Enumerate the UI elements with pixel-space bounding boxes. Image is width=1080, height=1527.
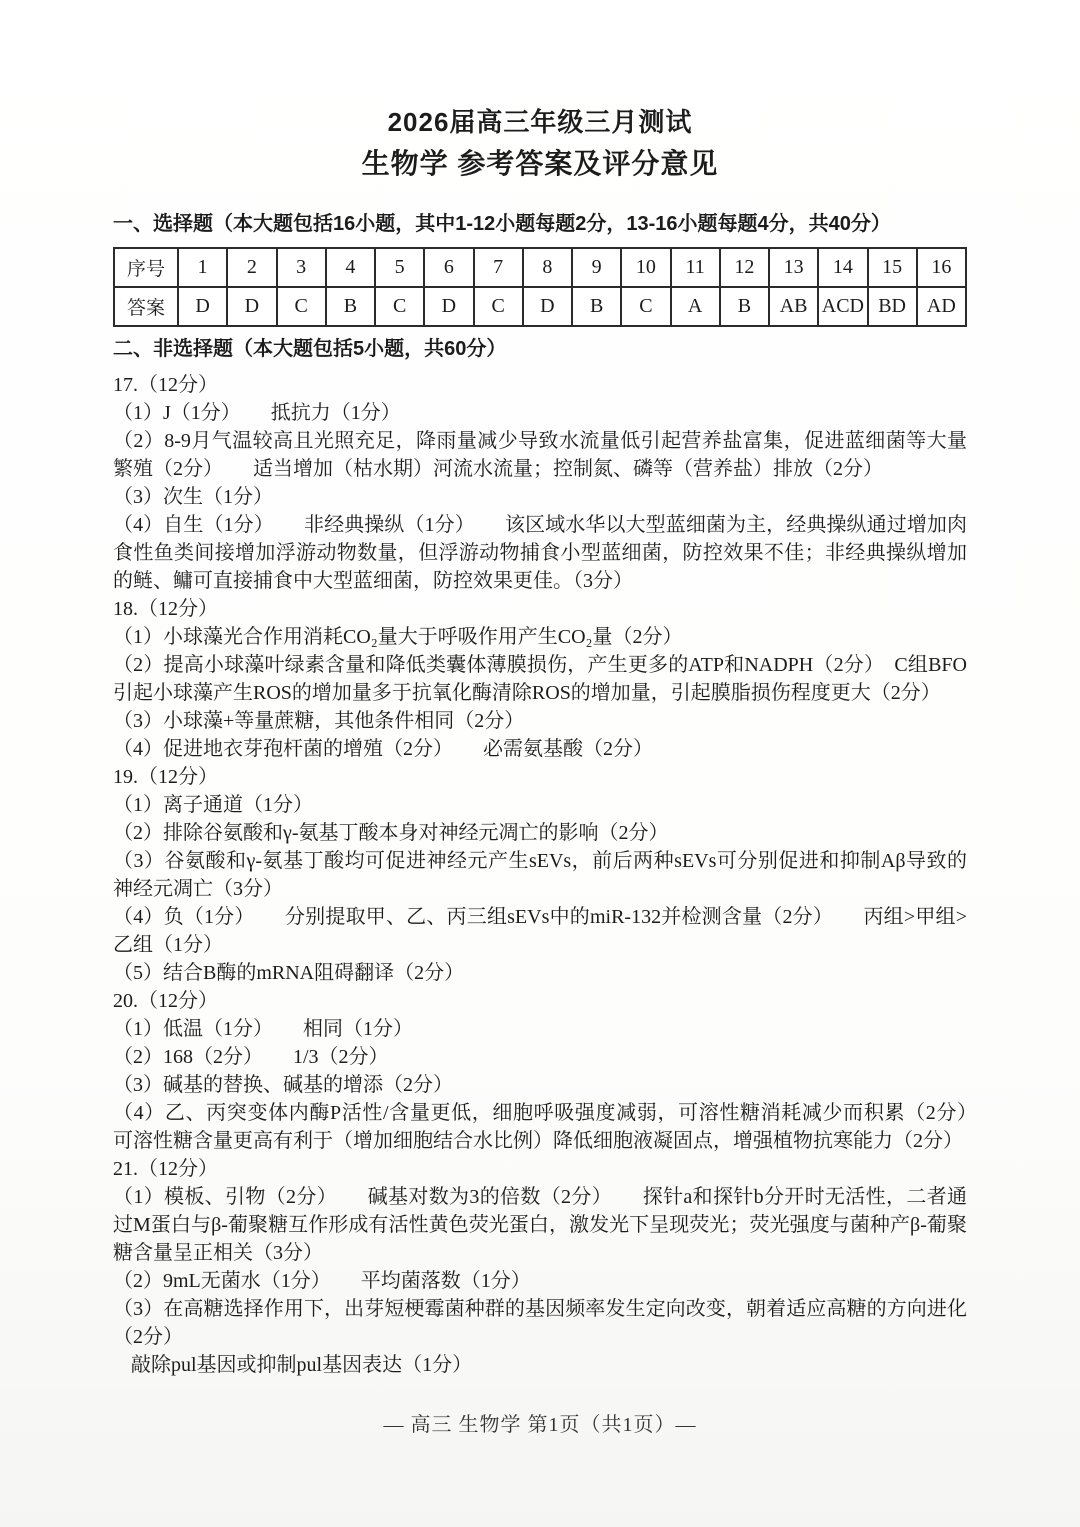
question-number: 17.（12分） [113, 374, 218, 396]
answer-cell: D [178, 287, 227, 326]
answer-cell: D [227, 287, 276, 326]
answer-table [113, 247, 967, 327]
answer-cell: C [474, 287, 523, 326]
question-number-cell: 7 [474, 248, 523, 287]
answer-cell: C [277, 287, 326, 326]
question-number-cell: 6 [424, 248, 473, 287]
question-number-cell: 2 [227, 248, 276, 287]
answer-item: （1）小球藻光合作用消耗CO₂量大于呼吸作用产生CO₂量（2分） [113, 626, 683, 648]
answer-item: （1）离子通道（1分） [113, 794, 313, 816]
answer-item: （3）小球藻+等量蔗糖，其他条件相同（2分） [113, 710, 525, 732]
question-number: 18.（12分） [113, 598, 218, 620]
question-number-cell: 12 [720, 248, 769, 287]
page-footer: — 高三 生物学 第1页（共1页）— [383, 1414, 697, 1436]
section2-heading: 二、非选择题（本大题包括5小题，共60分） [113, 338, 507, 360]
answer-table-number-row [114, 248, 966, 287]
question-number-cell: 8 [523, 248, 572, 287]
question-number-cell: 5 [375, 248, 424, 287]
question-number: 20.（12分） [113, 990, 218, 1012]
answer-cell: B [326, 287, 375, 326]
answer-cell: D [424, 287, 473, 326]
answer-cell: C [375, 287, 424, 326]
question-number-cell: 10 [621, 248, 670, 287]
answer-cell: ACD [818, 287, 867, 326]
answer-item: （1）低温（1分） 相同（1分） [113, 1018, 413, 1040]
answer-item: （2）提高小球藻叶绿素含量和降低类囊体薄膜损伤，产生更多的ATP和NADPH（2分） C组BFO引起小球藻产生ROS的增加量多于抗氧化酶清除ROS的增加量，引起膜脂损伤程度更大（2分） [113, 654, 967, 704]
question-number-cell: 14 [818, 248, 867, 287]
page-content [113, 103, 1007, 1379]
question-block [113, 763, 967, 987]
question-number: 21.（12分） [113, 1158, 218, 1180]
question-number-cell: 1 [178, 248, 227, 287]
answer-item: （4）自生（1分） 非经典操纵（1分） 该区域水华以大型蓝细菌为主，经典操纵通过增加肉食性鱼类间接增加浮游动物数量，但浮游动物捕食小型蓝细菌，防控效果不佳；非经典操纵增加的鲢、鳙可直接捕食中大型蓝细菌，防控效果更佳。（3分） [113, 514, 967, 592]
answer-cell: C [621, 287, 670, 326]
answer-item: （2）8-9月气温较高且光照充足，降雨量减少导致水流量低引起营养盐富集，促进蓝细菌等大量繁殖（2分） 适当增加（枯水期）河流水流量；控制氮、磷等（营养盐）排放（2分） [113, 430, 967, 480]
question-block [113, 1155, 967, 1379]
answer-item: （3）碱基的替换、碱基的增添（2分） [113, 1074, 453, 1096]
answer-item: （4）促进地衣芽孢杆菌的增殖（2分） 必需氨基酸（2分） [113, 738, 653, 760]
question-number-cell: 13 [769, 248, 818, 287]
question-number-cell: 4 [326, 248, 375, 287]
answer-item: （5）结合B酶的mRNA阻碍翻译（2分） [113, 962, 465, 984]
answer-item: （1）模板、引物（2分） 碱基对数为3的倍数（2分） 探针a和探针b分开时无活性，二者通过M蛋白与β-葡聚糖互作形成有活性黄色荧光蛋白，激发光下呈现荧光；荧光强度与菌种产β-葡聚糖含量呈正相关（3分） [113, 1186, 967, 1264]
answer-item: （3）在高糖选择作用下，出芽短梗霉菌种群的基因频率发生定向改变，朝着适应高糖的方向进化（2分） [113, 1298, 967, 1348]
answers-list [113, 371, 1007, 1379]
question-block [113, 595, 967, 763]
document-title-line1: 2026届高三年级三月测试 [387, 107, 693, 137]
answer-cell: B [720, 287, 769, 326]
question-number-cell: 11 [671, 248, 720, 287]
answer-item: （3）次生（1分） [113, 486, 273, 508]
answer-cell: AD [917, 287, 966, 326]
question-number-cell: 9 [572, 248, 621, 287]
answer-item: （2）9mL无菌水（1分） 平均菌落数（1分） [113, 1270, 531, 1292]
answer-item: 敲除pul基因或抑制pul基因表达（1分） [131, 1354, 473, 1376]
question-number-cell: 15 [868, 248, 917, 287]
question-number-cell: 16 [917, 248, 966, 287]
answer-item: （4）乙、丙突变体内酶P活性/含量更低，细胞呼吸强度减弱，可溶性糖消耗减少而积累（2分） 可溶性糖含量更高有利于（增加细胞结合水比例）降低细胞液凝固点，增强植物抗寒能力（2分） [113, 1102, 1007, 1152]
number-row-label: 序号 [114, 248, 178, 287]
document-title-line2: 生物学 参考答案及评分意见 [361, 148, 719, 179]
question-number: 19.（12分） [113, 766, 218, 788]
question-block [113, 371, 967, 595]
question-number-cell: 3 [277, 248, 326, 287]
section1-heading: 一、选择题（本大题包括16小题，其中1-12小题每题2分，13-16小题每题4分，共40分） [113, 213, 891, 235]
answer-cell: D [523, 287, 572, 326]
answer-cell: A [671, 287, 720, 326]
answer-item: （2）排除谷氨酸和γ-氨基丁酸本身对神经元凋亡的影响（2分） [113, 822, 669, 844]
answer-cell: B [572, 287, 621, 326]
answer-cell: BD [868, 287, 917, 326]
answer-table-answer-row [114, 287, 966, 326]
answer-row-label: 答案 [114, 287, 178, 326]
question-block [113, 987, 1007, 1155]
answer-item: （4）负（1分） 分别提取甲、乙、丙三组sEVs中的miR-132并检测含量（2分） 丙组>甲组>乙组（1分） [113, 906, 967, 956]
answer-item: （1）J（1分） 抵抗力（1分） [113, 402, 401, 424]
answer-item: （3）谷氨酸和γ-氨基丁酸均可促进神经元产生sEVs，前后两种sEVs可分别促进和抑制Aβ导致的神经元凋亡（3分） [113, 850, 967, 900]
answer-cell: AB [769, 287, 818, 326]
answer-item: （2）168（2分） 1/3（2分） [113, 1046, 389, 1068]
